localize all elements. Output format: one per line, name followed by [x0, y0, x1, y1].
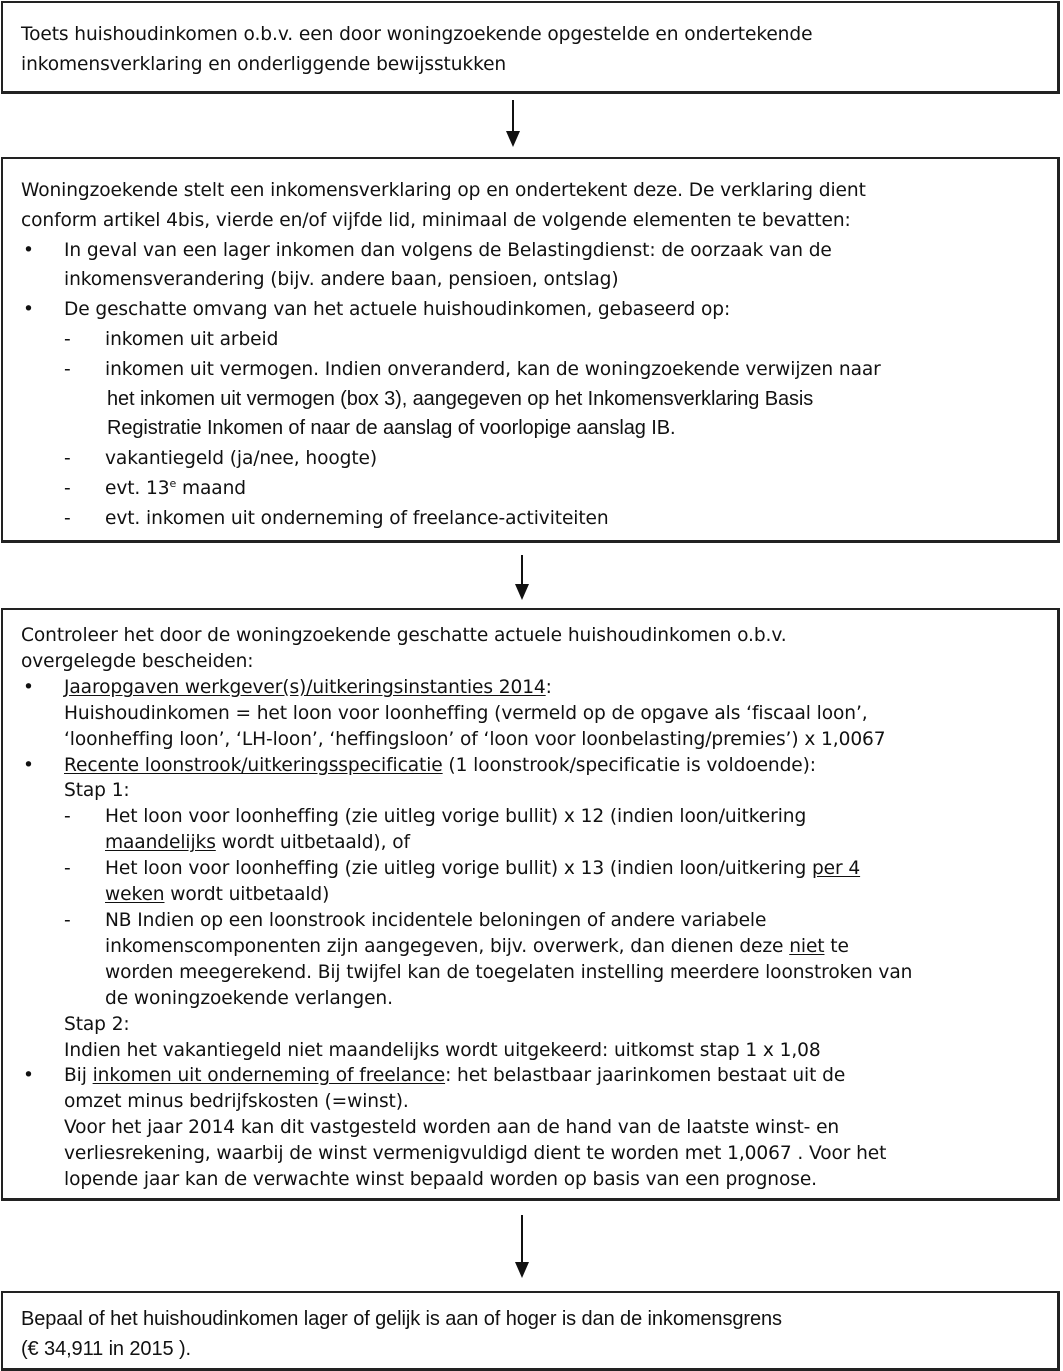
step2-intro-1: Woningzoekende stelt een inkomensverklaring op en ondertekent deze. De verklaring dient: [21, 180, 866, 201]
step1-line-1: Toets huishoudinkomen o.b.v. een door woningzoekende opgestelde en ondertekende: [21, 24, 813, 45]
bullet-icon: •: [23, 1065, 34, 1087]
dash-icon: -: [64, 858, 71, 880]
step2-intro-2: conform artikel 4bis, vierde en/of vijfde lid, minimaal de volgende elementen te bevatten:: [21, 209, 851, 231]
list-item: • Bij inkomen uit onderneming of freelance: het belastbaar jaarinkomen bestaat uit de omzet minus bedrijfskosten (=winst). Voor het jaar 2014 kan dit vastgesteld worden aan de hand van de laatste winst- en verliesrekening, waarbij de winst vermenigvuldigd dient te worden met 1,0067 . Voor het lopende jaar kan de verwachte winst bepaald worden op basis van een prognose.: [23, 1065, 887, 1191]
sub-list-item: - evt. inkomen uit onderneming of freelance-activiteiten: [21, 504, 1057, 534]
down-arrow-icon: [512, 555, 532, 603]
dash-icon: -: [64, 477, 71, 499]
dash-icon: -: [64, 448, 71, 470]
sub-list-item: - NB Indien op een loonstrook incidentele beloningen of andere variabele inkomenscomponenten zijn aangegeven, bijv. overwerk, dan dienen deze niet te worden meegerekend. Bij twijfel kan de toegelaten instelling meerdere loonstroken van de woningzoekende verlangen.: [64, 909, 913, 1009]
loonstrook-heading: Recente loonstrook/uitkeringsspecificatie: [64, 754, 443, 776]
jaaropgaven-heading: Jaaropgaven werkgever(s)/uitkeringsinstanties 2014: [64, 676, 546, 698]
down-arrow-icon: [503, 100, 523, 148]
list-item: • Jaaropgaven werkgever(s)/uitkeringsinstanties 2014: Huishoudinkomen = het loon voor loonheffing (vermeld op de opgave als ‘fiscaal loon’, ‘loonheffing loon’, ‘LH-loon’, ‘heffingsloon’ of ‘loon voor loonbelasting/premies’) x 1,0067: [23, 676, 886, 750]
step4-line-1: Bepaal of het huishoudinkomen lager of gelijk is aan of hoger is dan de inkomensgrens: [21, 1308, 782, 1330]
dash-icon: -: [64, 507, 71, 529]
bullet-icon: •: [23, 299, 34, 321]
flow-step-3-box: Controleer het door de woningzoekende geschatte actuele huishoudinkomen o.b.v. overgelegde bescheiden: • Jaaropgaven werkgever(s)/uitkeringsinstanties 2014: Huishoudinkomen = het loon voor loonheffing (vermeld op de opgave als ‘fiscaal loon’, ‘loonheffing loon’, ‘LH-loon’, ‘heffingsloon’ of ‘loon voor loonbelasting/premies’) x 1,0067 • Recente loonstrook/uitkeringsspecificatie (1 loonstrook/specificatie is voldoende): Stap 1: - Het loon voor loonheffing (zie uitleg vorige bullit) x 12 (indien loon/uitkering maandelijks wordt uitbetaald), of - Het loon voor loonheffing (zie uitleg vorige bullit) x 13 (indien loon/uitkering per 4 weken wordt uitbetaald) - NB Indien op een loonstrook incidentele beloningen of andere variabele inkomenscomponenten zijn aangegeven, bijv. overwerk, dan dienen deze niet te worden meegerekend. Bij twijfel kan de toegelaten instelling meerdere loonstroken van de woningzoekende verlangen. Stap 2: Indien het vakantiegeld niet maandelijks wordt uitgekeerd: uitkomst stap 1 x 1,08 • Bij inkomen uit onderneming of freelance: het belastbaar jaarinkomen bestaat uit de omzet minus bedrijfskosten (=winst). Voor het jaar 2014 kan dit vastgesteld worden aan de hand van de laatste winst- en verliesrekening, waarbij de winst vermenigvuldigd dient te worden met 1,0067 . Voor het lopende jaar kan de verwachte winst bepaald worden op basis van een prognose.: [1, 608, 1060, 1201]
flow-step-1-box: [1, 1, 1060, 94]
bullet-icon: •: [23, 239, 34, 261]
sub-list-item: - inkomen uit arbeid: [21, 325, 1057, 355]
sub-list-item: - Het loon voor loonheffing (zie uitleg vorige bullit) x 13 (indien loon/uitkering per 4 weken wordt uitbetaald): [64, 858, 861, 906]
dash-icon: -: [64, 909, 71, 931]
flow-step-4-box: [1, 1291, 1060, 1371]
dash-icon: -: [64, 806, 71, 828]
list-item: • De geschatte omvang van het actuele huishoudinkomen, gebaseerd op:: [21, 295, 1057, 325]
list-item: • In geval van een lager inkomen dan volgens de Belastingdienst: de oorzaak van de inkomensverandering (bijv. andere baan, pensioen, ontslag): [21, 236, 1057, 296]
sub-list-item: - inkomen uit vermogen. Indien onveranderd, kan de woningzoekende verwijzen naar het inkomen uit vermogen (box 3), aangegeven op het Inkomensverklaring Basis Registratie Inkomen of naar de aanslag of voorlopige aanslag IB.: [21, 355, 1057, 444]
flow-step-2-box: [1, 157, 1060, 543]
step3-intro-1: Controleer het door de woningzoekende geschatte actuele huishoudinkomen o.b.v.: [21, 625, 787, 646]
sub-list-item: - vakantiegeld (ja/nee, hoogte): [21, 444, 1057, 474]
step1-line-2: inkomensverklaring en onderliggende bewijsstukken: [21, 54, 507, 75]
list-item: • Recente loonstrook/uitkeringsspecificatie (1 loonstrook/specificatie is voldoende): Stap 1:: [23, 754, 816, 802]
dash-icon: -: [64, 328, 71, 350]
step4-line-2: (€ 34,911 in 2015 ).: [21, 1338, 191, 1360]
bullet-icon: •: [23, 676, 34, 698]
step3-intro-2: overgelegde bescheiden:: [21, 650, 254, 672]
down-arrow-icon: [512, 1215, 532, 1281]
dash-icon: -: [64, 358, 71, 380]
sub-list-item: - Het loon voor loonheffing (zie uitleg vorige bullit) x 12 (indien loon/uitkering maandelijks wordt uitbetaald), of: [64, 806, 807, 854]
bullet-icon: •: [23, 754, 34, 776]
sub-list-item: - evt. 13e maand: [21, 474, 1057, 504]
